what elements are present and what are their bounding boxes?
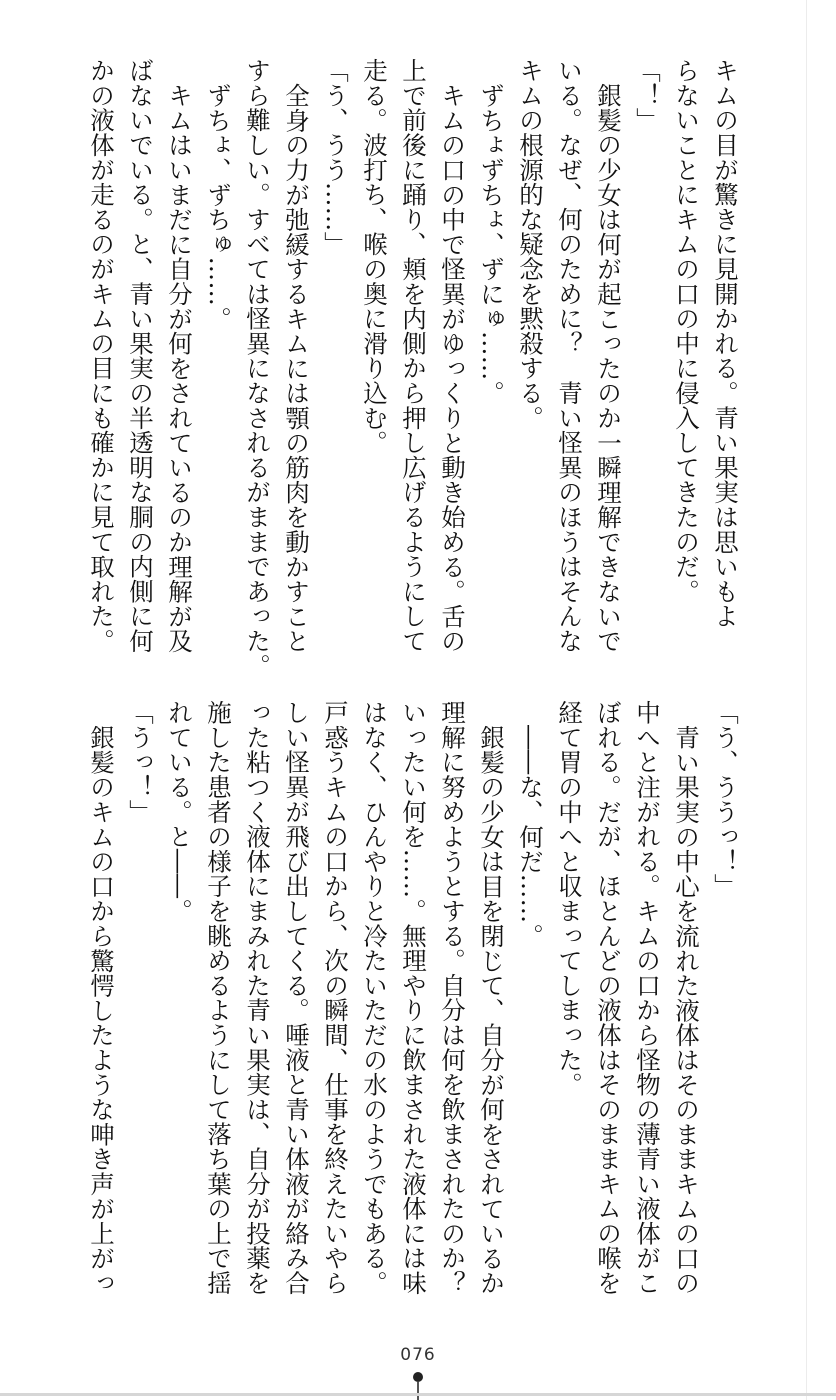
text-line: いったい何を……。無理やりに飲まされた液体には味 [399, 700, 428, 1296]
text-line: かの液体が走るのがキムの目にも確かに見て取れた。 [87, 58, 116, 654]
text-line: らないことにキムの口の中に侵入してきたのだ。 [672, 58, 701, 604]
text-line: れている。と――。 [165, 700, 194, 924]
text-line: 理解に努めようとする。自分は何を飲まされたのか？ [438, 700, 467, 1296]
page-edge-line [806, 0, 807, 1400]
text-line: ばないでいる。と、青い果実の半透明な胴の内側に何 [126, 58, 155, 654]
page-marker-dot [413, 1372, 423, 1382]
text-line: 「う、うう……」 [321, 58, 350, 257]
text-line: 戸惑うキムの口から、次の瞬間、仕事を終えたいやら [321, 700, 350, 1296]
page-number: 076 [400, 1345, 436, 1365]
text-line: 青い果実の中心を流れた液体はそのままキムの口の [672, 725, 701, 1296]
text-block-bottom [82, 700, 745, 1340]
text-line: ぼれる。だが、ほとんどの液体はそのままキムの喉を [594, 700, 623, 1296]
text-line: 走る。波打ち、喉の奥に滑り込む。 [360, 58, 389, 455]
text-line: キムの目が驚きに見開かれる。青い果実は思いもよ [711, 58, 740, 629]
text-line: 全身の力が弛緩するキムには顎の筋肉を動かすこと [282, 83, 311, 654]
text-line: 経て胃の中へと収まってしまった。 [555, 700, 584, 1097]
text-line: しい怪異が飛び出してくる。唾液と青い体液が絡み合 [282, 700, 311, 1296]
text-line: キムの根源的な疑念を黙殺する。 [516, 58, 545, 430]
text-line: ――な、何だ……。 [516, 725, 545, 949]
text-line: ずちょ、ずちゅ……。 [204, 83, 233, 331]
text-line: った粘つく液体にまみれた青い果実は、自分が投薬を [243, 700, 272, 1296]
text-line: いる。なぜ、何のために？ 青い怪異のほうはそんな [555, 58, 584, 654]
text-line: 「うっ！」 [126, 700, 155, 824]
text-line: 「う、ううっ！」 [711, 700, 740, 899]
text-line: キムはいまだに自分が何をされているのか理解が及 [165, 83, 194, 654]
text-line: はなく、ひんやりと冷たいただの水のようでもある。 [360, 700, 389, 1296]
text-line: ずちょずちょ、ずにゅ……。 [477, 83, 506, 406]
text-line: 銀髪のキムの口から驚愕したような呻き声が上がっ [87, 725, 116, 1296]
text-line: すら難しい。すべては怪異になされるがままであった。 [243, 58, 272, 678]
text-line: 銀髪の少女は目を閉じて、自分が何をされているか [477, 725, 506, 1296]
text-line: キムの口の中で怪異がゆっくりと動き始める。舌の [438, 83, 467, 654]
page-bottom-edge [0, 1393, 836, 1396]
text-line: 施した患者の様子を眺めるようにして落ち葉の上で揺 [204, 700, 233, 1296]
text-line: 上で前後に踊り、頬を内側から押し広げるようにして [399, 58, 428, 654]
text-line: 中へと注がれる。キムの口から怪物の薄青い液体がこ [633, 700, 662, 1296]
text-line: 「！」 [633, 58, 662, 133]
page-marker-line [417, 1382, 419, 1400]
text-line: 銀髪の少女は何が起こったのか一瞬理解できないで [594, 83, 623, 654]
text-block-top [82, 58, 745, 698]
